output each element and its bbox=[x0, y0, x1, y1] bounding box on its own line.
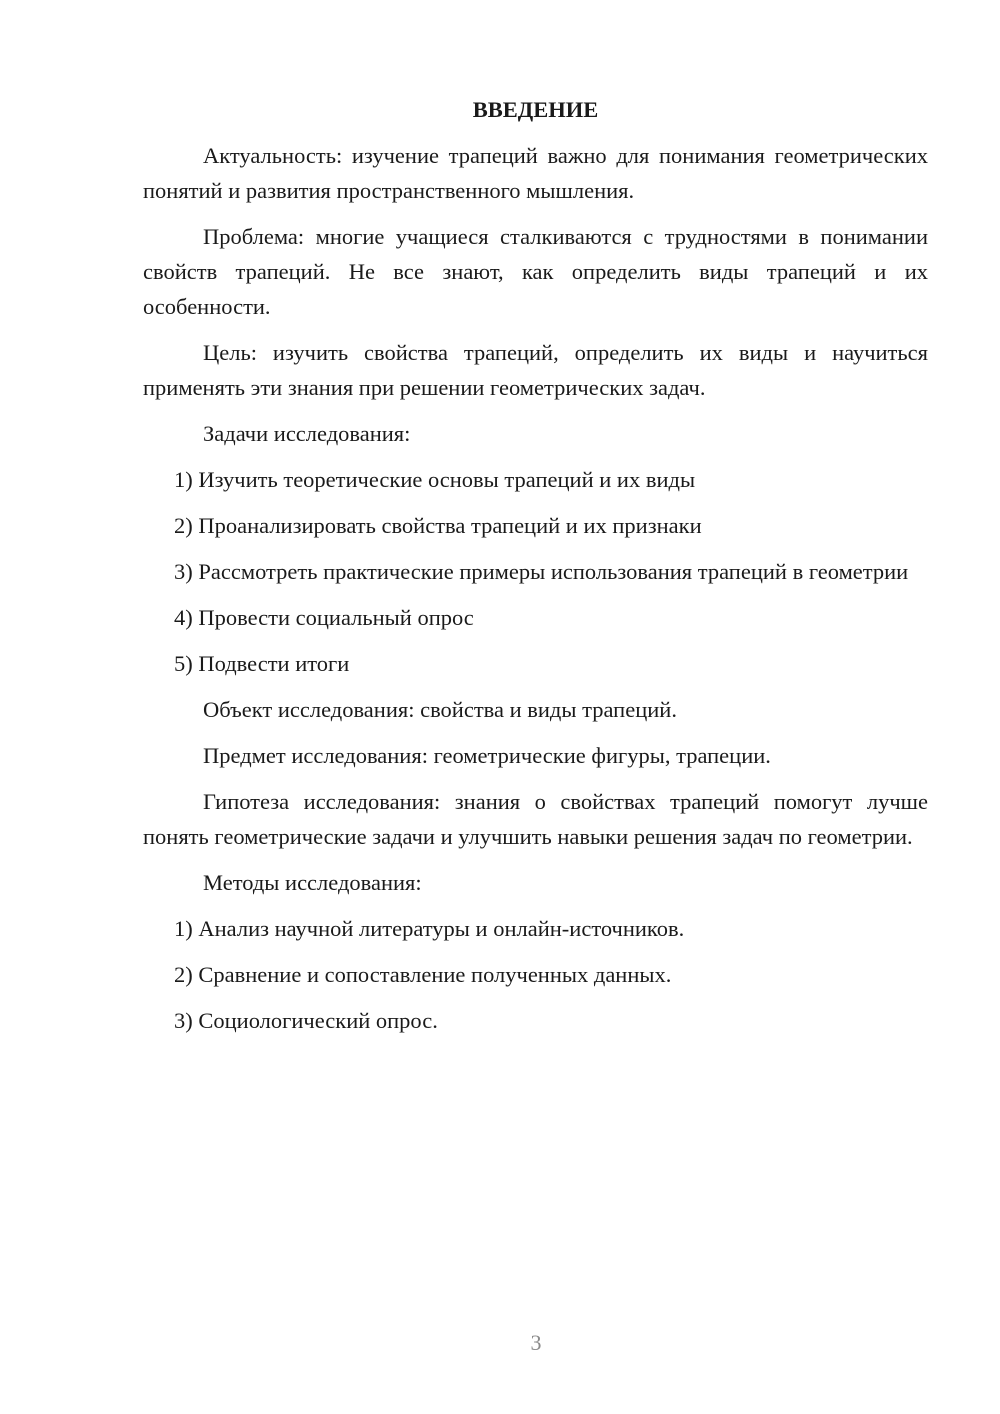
task-item-4: 4) Провести социальный опрос bbox=[174, 605, 474, 630]
object-paragraph: Объект исследования: свойства и виды трапеций. bbox=[203, 697, 677, 722]
methods-title: Методы исследования: bbox=[203, 870, 422, 895]
task-item-5: 5) Подвести итоги bbox=[174, 651, 350, 676]
tasks-title: Задачи исследования: bbox=[203, 421, 411, 446]
method-item-3: 3) Социологический опрос. bbox=[174, 1008, 438, 1033]
task-item-2: 2) Проанализировать свойства трапеций и их признаки bbox=[174, 513, 702, 538]
task-item-3: 3) Рассмотреть практические примеры использования трапеций в геометрии bbox=[174, 559, 909, 584]
method-item-1: 1) Анализ научной литературы и онлайн-источников. bbox=[174, 916, 685, 941]
subject-paragraph: Предмет исследования: геометрические фигуры, трапеции. bbox=[203, 743, 771, 768]
page-title: ВВЕДЕНИЕ bbox=[472, 97, 599, 122]
goal-paragraph: Цель: изучить свойства трапеций, определить их виды и научиться применять эти знания при решении геометрических задач. bbox=[143, 340, 928, 400]
hypothesis-paragraph: Гипотеза исследования: знания о свойствах трапеций помогут лучше понять геометрические задачи и улучшить навыки решения задач по геометрии. bbox=[143, 789, 928, 849]
task-item-1: 1) Изучить теоретические основы трапеций и их виды bbox=[174, 467, 696, 492]
method-item-2: 2) Сравнение и сопоставление полученных данных. bbox=[174, 962, 672, 987]
relevance-paragraph: Актуальность: изучение трапеций важно для понимания геометрических понятий и развития пространственного мышления. bbox=[143, 143, 928, 203]
page-number: 3 bbox=[530, 1330, 542, 1355]
page-content bbox=[143, 92, 928, 1049]
problem-paragraph: Проблема: многие учащиеся сталкиваются с трудностями в понимании свойств трапеций. Не все знают, как определить виды трапеций и их особенности. bbox=[143, 224, 928, 319]
